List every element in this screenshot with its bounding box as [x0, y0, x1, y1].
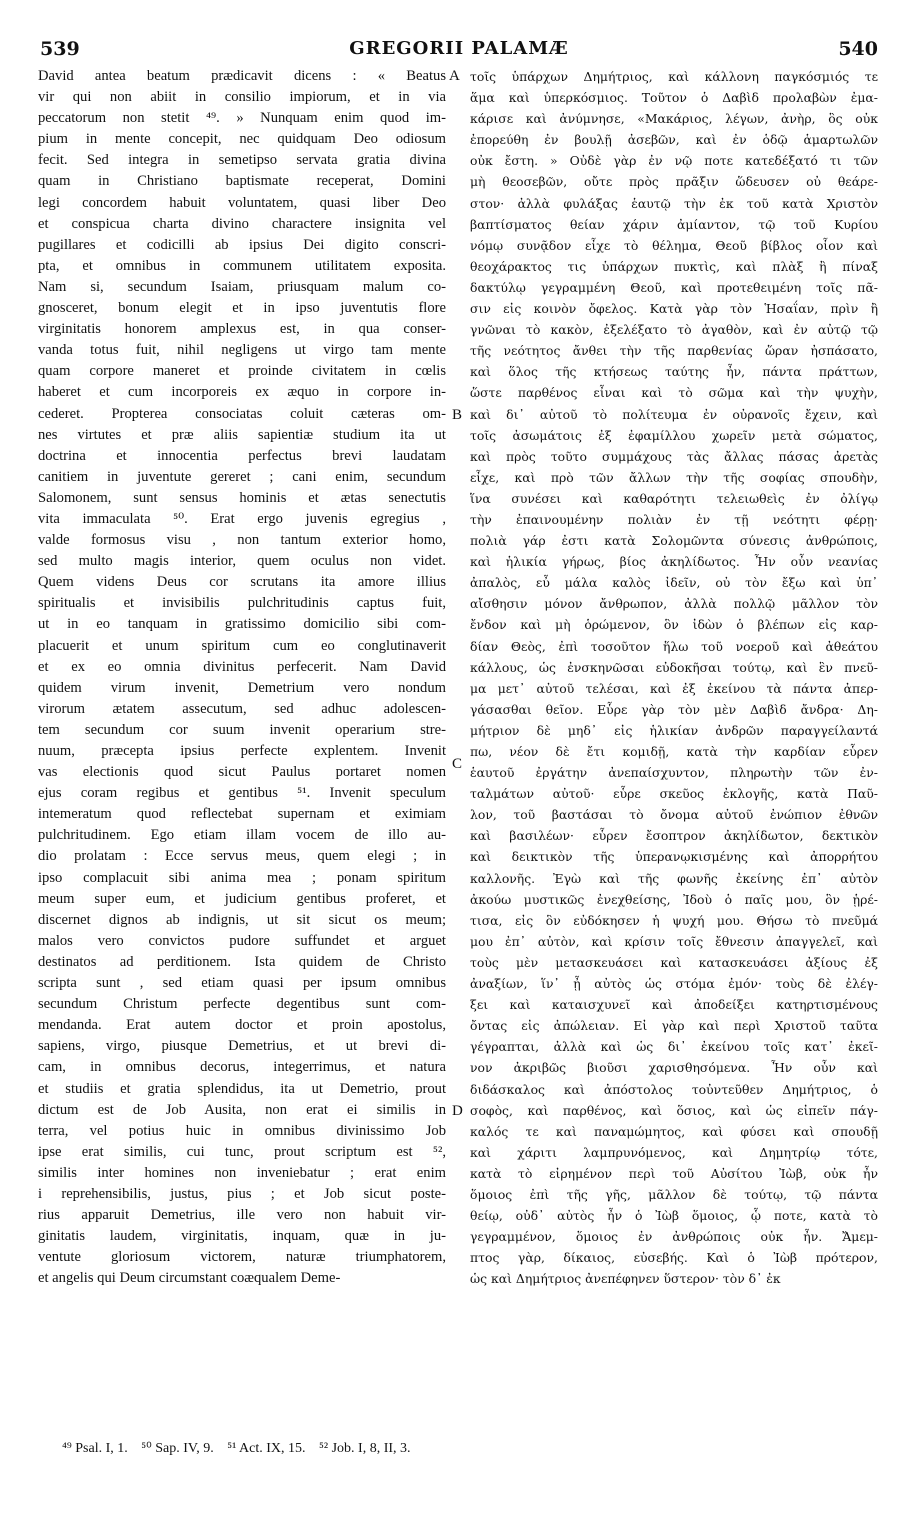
greek-text-line: μα μετ᾽ αὐτοῦ τελέσαι, καὶ ἐξ ἐκείνου τὰ πάντα ἀπερ-: [470, 680, 878, 696]
greek-text-line: σιν εἰς κοινὸν ὄφελος. Κατὰ γὰρ τὸν Ἡσαΐαν, πρὶν ἢ: [470, 301, 878, 317]
latin-text-line: ut in eo tanquam in gratissimo domicilio sibi com-: [38, 616, 446, 633]
page-header: [40, 38, 878, 62]
latin-text-line: vas electionis quod sicut Paulus portaret nomen: [38, 764, 446, 781]
latin-text-line: quam corpore maneret et proinde civitatem in cœlis: [38, 363, 446, 380]
marginal-letter-b: B: [452, 407, 463, 423]
greek-text-line: ὄντας εἰς ἀπώλειαν. Εἰ γὰρ καὶ περὶ Χριστοῦ ταῦτα: [470, 1018, 878, 1034]
latin-text-line: peccatorum non stetit ⁴⁹. » Nunquam enim quod im-: [38, 110, 446, 127]
greek-text-line: πολιὰ γάρ ἐστι κατὰ Σολομῶντα σύνεσις ἀνθρώποις,: [470, 533, 878, 549]
greek-text-line: καὶ βασιλέων· εὗρεν ἔσοπτρον ἀκηλίδωτον, δεκτικὸν: [470, 828, 878, 844]
latin-text-line: scripta sunt , sed etiam quasi per ipsum omnibus: [38, 975, 446, 992]
greek-text-line: γνῶναι τὸ κακὸν, ἐξελέξατο τὸ ἀγαθὸν, καὶ ἐν αὐτῷ τῷ: [470, 322, 878, 338]
latin-text-line: et conspicua charta divino charactere insignita vel: [38, 215, 446, 232]
latin-text-line: spiritualis et invisibilis pulchritudinis captus fuit,: [38, 595, 446, 612]
latin-text-line: ipso complacuit sibi anima mea ; ponam spiritum: [38, 869, 446, 886]
latin-text-line: fecit. Sed integra in semetipso servata gratia divina: [38, 152, 446, 169]
latin-text-line: et ex eo omnia divinitus perfecerit. Nam David: [38, 658, 446, 675]
greek-text-line: ὅμοιος ἐπὶ τῆς γῆς, μᾶλλον δὲ τούτῳ, τῷ πάντα: [470, 1186, 878, 1202]
latin-text-line: vanda totus fuit, nihil negligens ut virgo tam mente: [38, 342, 446, 359]
greek-text-line: ἅμα καὶ ὑπερκόσμιος. Τοῦτον ὁ Δαβὶδ προλαβὼν ἐμα-: [470, 90, 878, 106]
footnote: ⁴⁹ Psal. I, 1.: [62, 1441, 128, 1456]
greek-text-line: ὡς καὶ Δημήτριος ἀνεπέφηνεν ὕστερον· τὸν δ᾽ ἐκ: [470, 1271, 781, 1287]
latin-text-line: ipse erat similis, cui tunc, prout scriptum est ⁵²,: [38, 1143, 446, 1160]
latin-text-line: et angelis qui Deum circumstant coæqualem Deme-: [38, 1270, 341, 1287]
latin-text-line: dictum est de Job Ausita, non erat ei similis in: [38, 1101, 446, 1118]
footnote: ⁵⁰ Sap. IV, 9.: [141, 1441, 214, 1456]
greek-text-line: θείῳ, οὐδ᾽ αὐτὸς ἦν ὁ Ἰὼβ ὅμοιος, ᾧ ποτε, κατὰ τὸ: [470, 1208, 878, 1224]
latin-text-line: sed multo magis interior, quem oculus non videt.: [38, 553, 446, 570]
greek-text-line: ἀκούω μυστικῶς ἐνεχθείσης, Ἰδοὺ ὁ παῖς μου, ὃν ᾑρέ-: [470, 891, 878, 907]
latin-text-line: haberet et cum incorporeis ex æquo in corpore in-: [38, 384, 446, 401]
greek-text-line: νον ἀκριβῶς βιοῦσι χαρισθησόμενα. Ἦν οὖν καὶ: [470, 1060, 878, 1076]
latin-text-line: pugillares et codicilli ab ipsius Dei digito conscri-: [38, 236, 446, 253]
greek-text-line: καὶ ὅλος τῆς κτήσεως ταύτης ἦν, πάντα πράττων,: [470, 364, 878, 380]
latin-text-line: sapiens, virgo, piusque Demetrius, et ut brevi di-: [38, 1038, 446, 1055]
latin-text-line: virginitatis honorem amplexus est, in qua conser-: [38, 321, 446, 338]
latin-text-line: i reprehensibilis, justus, pius ; et Job sicut poste-: [38, 1185, 446, 1202]
latin-text-line: tem secundum cor suum invenit operarium stre-: [38, 721, 446, 738]
greek-text-line: κάλλους, ὡς ἐνσκηνῶσαι εὐδοκῆσαι τούτῳ, καὶ ἓν πνεῦ-: [470, 659, 878, 675]
greek-text-line: τοὺς μὲν μετασκευάσει καὶ κατασκευάσει ἀξίους ἐξ: [470, 954, 878, 970]
latin-text-line: dio prolatam : Ecce servus meus, quem elegi ; in: [38, 848, 446, 865]
greek-text-line: καὶ ἡλικία γήρως, βίος ἀκηλίδωτος. Ἦν οὖν νεανίας: [470, 554, 878, 570]
greek-text-line: καλός τε καὶ παναμώμητος, καὶ φύσει καὶ σπουδῇ: [470, 1123, 878, 1139]
latin-text-line: terra, vel potius huic in omnibus divinissimo Job: [38, 1122, 446, 1139]
marginal-letter-a: A: [449, 68, 460, 84]
running-title: GREGORII PALAMÆ: [349, 38, 569, 59]
greek-text-line: ἐπορεύθη ἐν βουλῇ ἀσεβῶν, καὶ ἐν ὁδῷ ἁμαρτωλῶν: [470, 132, 878, 148]
greek-text-line: ξει καὶ καταισχυνεῖ καὶ ἀποδείξει κατηρτισμένους: [470, 997, 878, 1013]
greek-text-line: τοῖς ὑπάρχων Δημήτριος, καὶ κάλλονη παγκόσμιός τε: [470, 69, 878, 84]
latin-text-line: quidem virum invenit, Demetrium vero nondum: [38, 679, 446, 696]
greek-column: [470, 66, 878, 1289]
greek-text-line: γεγραμμένον, ὅμοιος ἐν ἀνθρώποις οὐκ ἦν. Ἄμεμ-: [470, 1229, 878, 1245]
greek-text-line: ἀναξίων, ἵν᾽ ᾖ αὐτὸς ὡς στόμα ἐμόν· τοὺς δὲ ἐλέγ-: [470, 976, 878, 992]
marginal-letter-d: D: [452, 1103, 463, 1119]
greek-text-line: δακτύλῳ γεγραμμένη Θεοῦ, καὶ προτεθειμένη τοῖς πᾶ-: [470, 279, 878, 295]
latin-text-line: nes virtutes et præ aliis sapientiæ studium ita ut: [38, 426, 446, 443]
greek-text-line: δίαν Θεὸς, ἐπὶ τοσοῦτον ἥλω τοῦ νοεροῦ καὶ ἀθεάτου: [470, 638, 878, 654]
latin-text-line: ejus coram regibus et gentibus ⁵¹. Invenit speculum: [38, 785, 446, 802]
greek-text-line: αἴσθησιν μόνον ἄνθρωπον, ἀλλὰ πολλῷ μᾶλλον τὸν: [470, 596, 878, 612]
latin-text-line: vir qui non abiit in consilio impiorum, et in via: [38, 89, 446, 106]
page-number-right: 540: [838, 38, 878, 60]
greek-text-line: μὴ θεοσεβῶν, οὔτε πρὸς πρᾶξιν ὥδευσεν οὐ θεάρε-: [470, 174, 878, 190]
latin-text-line: pulchritudinem. Ego etiam illam vocem de illo au-: [38, 827, 446, 844]
latin-text-line: nuum, præcepta ipsius perfecte explentem. Invenit: [38, 743, 446, 759]
greek-text-line: κάρισε καὶ ἀνύμνησε, «Μακάριος, λέγων, ἀνὴρ, ὃς οὐκ: [470, 111, 878, 127]
greek-text-line: καὶ πρὸς τοῦτο συμμάχους τὰς ἄλλας πάσας ἀρετὰς: [470, 448, 878, 464]
latin-text-line: David antea beatum prædicavit dicens : « Beatus: [38, 68, 446, 84]
greek-text-line: καὶ δεικτικὸν τῆς ὑπερανῳκισμένης καὶ ἀπορρήτου: [470, 849, 878, 865]
greek-text-line: οὐκ ἔστη. » Οὐδὲ γὰρ ἐν νῷ ποτε κατεδέξατό τι τῶν: [470, 153, 878, 169]
greek-text-line: τισα, εἰς ὃν εὐδόκησεν ἡ ψυχή μου. Θήσω τὸ πνεῦμά: [470, 912, 878, 928]
latin-text-line: cederet. Propterea consociatas coluit cæteras om-: [38, 405, 446, 422]
latin-text-line: quam in Christiano baptismate receperat, Domini: [38, 173, 446, 190]
greek-text-line: στον· ἀλλὰ φυλάξας ἑαυτῷ τὴν ἐκ τοῦ κατὰ Χριστὸν: [470, 195, 878, 211]
greek-text-line: ἀπαλὸς, εὖ μάλα καλὸς ἰδεῖν, οὐ τὸν ἔξω καὶ ὑπ᾽: [470, 575, 878, 591]
greek-text-line: καὶ χάριτι λαμπρυνόμενος, καὶ Δημητρίῳ τότε,: [470, 1144, 878, 1160]
latin-text-line: discernet dignos ab indignis, ut sit sicut os meum;: [38, 911, 446, 928]
latin-text-line: placuerit et unum spiritum cum eo conglutinaverit: [38, 637, 446, 654]
latin-text-line: canitiem in juventute gereret ; cani enim, secundum: [38, 468, 446, 485]
greek-text-line: εἶχε, καὶ πρὸ τῶν ἄλλων τὴν τῆς σοφίας σπουδὴν,: [470, 469, 878, 485]
latin-text-line: et studiis et gratia splendidus, ita ut Demetrio, prout: [38, 1080, 446, 1097]
latin-text-line: virorum ætatem assecutum, sed adhuc adolescen-: [38, 700, 446, 717]
greek-text-line: μήτριον δὲ μηδ᾽ εἰς ἡλικίαν ἀνδρῶν παραγγείλαντά: [470, 722, 878, 738]
latin-text-line: cam, in omnibus decorus, integerrimus, et natura: [38, 1059, 446, 1076]
latin-text-line: valde formosus visu , non tantum exterior homo,: [38, 532, 446, 549]
greek-text-line: ἔνδον καὶ μὴ ὁρώμενον, ὃν ἰδὼν ὁ βλέπων εἰς καρ-: [470, 617, 878, 633]
latin-text-line: Nam si, secundum Isaiam, priusquam malum co-: [38, 278, 446, 295]
latin-text-line: gnosceret, bonum elegit et in ipso juventutis flore: [38, 300, 446, 317]
greek-text-line: ἑαυτοῦ ἐργάτην ἀνεπαίσχυντον, πληρωτὴν τῶν ἐν-: [470, 765, 878, 781]
greek-text-line: κατὰ τὸ εἰρημένον περὶ τοῦ Αὐσίτου Ἰὼβ, οὐκ ἦν: [470, 1165, 878, 1181]
greek-text-line: ἵνα συνέσει καὶ καθαρότητι τελειωθεὶς ἐν ὀλίγῳ: [470, 490, 878, 506]
latin-text-line: secundum Christum perfecte degentibus sunt com-: [38, 996, 446, 1013]
greek-text-line: βαπτίσματος θείαν χάριν ἀμίαντον, τῷ τοῦ Κυρίου: [470, 216, 878, 232]
greek-text-line: τὴν ἐπαινουμένην πολιὰν ἐν τῇ νεότητι φέρῃ·: [470, 511, 878, 527]
latin-text-line: legi concordem habuit voluntatem, quasi liber Deo: [38, 194, 446, 211]
footnote: ⁵¹ Act. IX, 15.: [227, 1441, 306, 1456]
latin-text-line: intemeratum quod reflectebat supernam et eximiam: [38, 806, 446, 823]
latin-text-line: meum super eum, et judicium gentibus proferet, et: [38, 890, 446, 907]
latin-text-line: Salomonem, sunt sensus hominis et ætas senectutis: [38, 489, 446, 506]
marginal-letter-c: C: [452, 756, 463, 772]
latin-text-line: rius apparuit Demetrius, ille vero non habuit vir-: [38, 1207, 446, 1224]
greek-text-line: τῆς νεότητος ἄνθει τὴν τῆς παρθενίας ὥραν ἠσπάσατο,: [470, 343, 878, 359]
latin-text-line: similis inter homines non inveniebatur ; erat enim: [38, 1164, 446, 1181]
greek-text-line: νόμῳ συνᾷδον εἶχε τὸ θέλημα, Θεοῦ βίβλος οἷον καὶ: [470, 237, 878, 253]
greek-text-line: γάσασθαι θεῖον. Εὗρε γὰρ τὸν μὲν Δαβὶδ ἄνδρα· Δη-: [470, 701, 878, 717]
footnote: ⁵² Job. I, 8, II, 3.: [319, 1441, 411, 1456]
greek-text-line: καὶ δι᾽ αὐτοῦ τὸ πολίτευμα ἐν οὐρανοῖς ἔχειν, καὶ: [470, 406, 878, 422]
greek-text-line: ταλμάτων αὐτοῦ· εὗρε σκεῦος ἐκλογῆς, κατὰ Παῦ-: [470, 786, 878, 802]
latin-text-line: ginitatis laudem, virginitatis, inquam, quæ in ju-: [38, 1228, 446, 1245]
latin-text-line: doctrina et innocentia perfectus brevi laudatam: [38, 447, 446, 464]
latin-text-line: Quem videns Deus cor scrutans ita amore illius: [38, 574, 446, 591]
latin-text-line: ventute gloriosum victorem, naturæ triumphatorem,: [38, 1249, 446, 1266]
latin-text-line: mendanda. Erat autem doctor et proin apostolus,: [38, 1017, 446, 1034]
footnotes: [62, 1440, 862, 1457]
greek-text-line: καλλονῆς. Ἐγὼ καὶ τῆς φωνῆς ἐκείνης ἐπ᾽ αὐτὸν: [470, 870, 878, 886]
greek-text-line: τοῖς ἀσωμάτοις ἐξ ἐφαμίλλου χωρεῖν μετὰ σώματος,: [470, 427, 878, 443]
greek-text-line: πω, νέον δὲ ἔτι κομιδῇ, κατὰ τὴν καρδίαν εὗρεν: [470, 744, 878, 759]
greek-text-line: σοφὸς, καὶ παρθένος, καὶ ὅσιος, καὶ ὡς εἰπεῖν πάγ-: [470, 1102, 878, 1118]
greek-text-line: λον, τοῦ βαστάσαι τὸ ὄνομα αὐτοῦ ἐνώπιον ἐθνῶν: [470, 807, 878, 823]
greek-text-line: πτος γὰρ, δίκαιος, εὐσεβής. Καὶ ὁ Ἰὼβ πρότερον,: [470, 1250, 878, 1266]
latin-text-line: pta, et omnibus in communem utilitatem exposita.: [38, 257, 446, 274]
latin-text-line: malos vero convictos pudore suffundet et arguet: [38, 932, 446, 949]
greek-text-line: διδάσκαλος καὶ ἀπόστολος τοὐντεῦθεν Δημήτριος, ὁ: [470, 1081, 878, 1097]
greek-text-line: ὥστε παρθένος εἶναι καὶ τὸ σῶμα καὶ τὴν ψυχὴν,: [470, 385, 878, 401]
greek-text-line: μου ἐπ᾽ αὐτὸν, καὶ κρίσιν τοῖς ἔθνεσιν ἀπαγγελεῖ, καὶ: [470, 933, 878, 949]
greek-text-line: γέγραπται, ἀλλὰ καὶ ὡς δι᾽ ἐκείνου τοῖς κατ᾽ ἐκεῖ-: [470, 1039, 878, 1055]
latin-text-line: vita immaculata ⁵⁰. Erat ergo juvenis egregius ,: [38, 510, 446, 527]
latin-column: [38, 66, 446, 1289]
latin-text-line: destinatos ad perditionem. Ista quidem de Christo: [38, 953, 446, 970]
greek-text-line: θεοχάρακτος τις ὑπάρχων πυκτὶς, καὶ πλὰξ ἢ πίναξ: [470, 258, 878, 274]
latin-text-line: pium in mente concepit, nec quidquam Deo odiosum: [38, 131, 446, 148]
page-number-left: 539: [40, 38, 80, 60]
